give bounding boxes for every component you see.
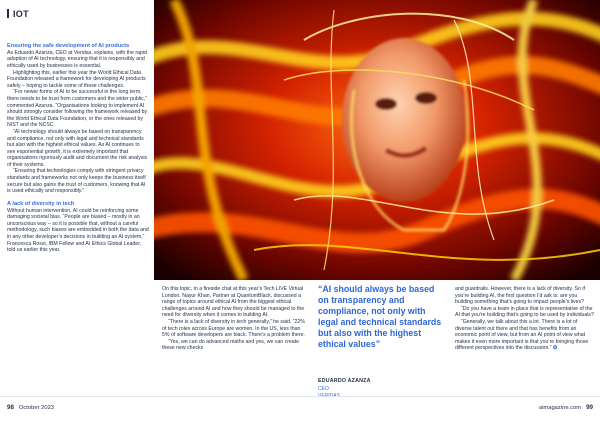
section-marker-bar (7, 9, 9, 18)
page-number-left: 98 (7, 404, 14, 411)
paragraph: “Do you have a team in place that is representative of the AI that you’re building that’s going to be used by individuals? (455, 305, 594, 319)
paragraph: “AI technology should always be based on transparency and compliance, not only with legal and technical standards but also with the highest ethical values. As AI continues to see exponential growth, it is extremely important that organisations rigorously audit and document the risk analysis of their systems. (7, 128, 148, 168)
quote-attribution-role: CEO (318, 386, 329, 392)
footer-right (539, 404, 593, 411)
end-mark-icon: ✪ (552, 345, 558, 352)
section-title: IOT (13, 9, 29, 19)
subhead-safe-development: Ensuring the safe development of AI products (7, 43, 130, 49)
paragraph-text: “Generally, we talk about this a lot. There is a lot of diverse talent out there and that has benefits from an economic point of view, but from an AI point of view what makes it even more important is that you’re bringing those different perspectives into the discussion.” (455, 318, 589, 352)
paragraph: On this topic, in a fireside chat at this year’s Tech LIVE Virtual London, Nayur Khan, Partner at QuantumBlack, discussed a range of topics around ethical AI from the biggest ethical challenges around AI and how they should be managed to the need for diversity when it comes to building AI. (162, 286, 305, 319)
quote-attribution-name: EDUARDO AZANZA (318, 378, 371, 384)
issue-date: October 2023 (18, 405, 55, 411)
subhead-diversity: A lack of diversity in tech (7, 200, 75, 207)
paragraph: “Ensuring that technologies comply with stringent privacy standards and frameworks not only keeps the business itself secure but also gains the trust of customers, knowing that AI is used ethically and responsibly.” (7, 168, 146, 195)
paragraph: “Yes, we can do advanced maths and yes, we can create these new checks (162, 338, 300, 352)
paragraph: “For newer forms of AI to be successful in the long term, there needs to be trust from customers and the wider public,” commented Azanza. “Organisations looking to implement AI should strongly consider following the framework released by the World Ethical Data Foundation, or the ones released by NIST and the NCSC. (7, 89, 148, 129)
paragraph: Highlighting this, earlier this year the World Ethical Data Foundation released a framework for developing AI products safely – hoping to tackle some of these challenges. (7, 69, 146, 89)
paragraph: Without human intervention, AI could be reinforcing some damaging societal bias. “People are biased – mostly in an unconscious way – so it is possible that, without a careful methodology, such biases are embedded in both the data and in any other developer’s decisions in building an AI system,” Francesca Rossi, IBM Fellow and AI Ethics Global Leader, told us earlier this year. (7, 207, 149, 254)
column-4 (455, 286, 595, 352)
column-2 (162, 286, 307, 352)
footer-left (7, 404, 54, 411)
section-header (7, 9, 29, 19)
footer-divider (0, 396, 600, 397)
column-1 (7, 43, 149, 254)
paragraph: “There is a lack of diversity in tech generally,” he said. “22% of tech roles across Europe are women. In the US, less than 5% of software developers are black. There’s a problem there. (162, 318, 305, 339)
light-trails-portrait (154, 0, 600, 280)
page-number-right: 99 (586, 404, 593, 411)
paragraph: As Eduardo Azanza, CEO at Veridas, explains, with the rapid adoption of AI technology, ensuring that it is responsibly and ethically used by businesses is essential. (7, 49, 147, 69)
site-url: aimagazine.com (538, 405, 582, 411)
paragraph (455, 319, 595, 352)
hero-image (154, 0, 600, 280)
paragraph: and guardrails. However, there is a lack of diversity. So if you’re building AI, the first question I’d ask is: are you building something that’s going to impact people’s lives? (455, 286, 585, 306)
pull-quote: “AI should always be based on transparency and compliance, not only with legal and technical standards but also with the highest ethical values” (318, 284, 442, 349)
